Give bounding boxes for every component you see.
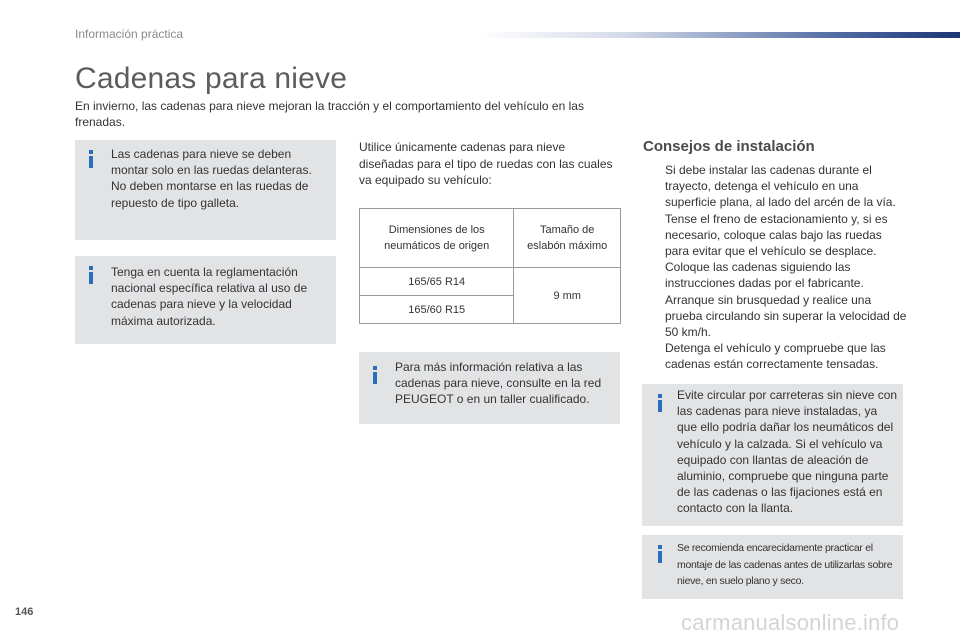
table-header-link-size: Tamaño de eslabón máximo (514, 209, 621, 268)
info-icon (87, 266, 95, 284)
section-header: Información práctica (75, 27, 184, 41)
list-item: Detenga el vehículo y compruebe que las cadenas están correctamente tensadas. (665, 341, 886, 372)
intro-text: En invierno, las cadenas para nieve mejoran la tracción y el comportamiento del vehículo en las frenadas. (75, 99, 584, 129)
note-front-wheels (75, 140, 336, 240)
note-text: Se recomienda encarecidamente practicar el montaje de las cadenas antes de utilizarlas sobre nieve, en suelo plano y seco. (677, 542, 893, 587)
chains-size-table (359, 208, 621, 324)
note-text: Las cadenas para nieve se deben montar solo en las ruedas delanteras. No deben montarse en las ruedas de repuesto de tipo galleta. (111, 147, 312, 210)
info-icon (371, 366, 379, 384)
table-header-tyre-dimensions: Dimensiones de los neumáticos de origen (360, 209, 514, 268)
note-peugeot-network (359, 352, 620, 424)
list-item: Tense el freno de estacionamiento y, si es necesario, coloque calas bajo las ruedas para evitar que el vehículo se desplace. (665, 211, 888, 259)
note-text: Para más información relativa a las cadenas para nieve, consulte en la red PEUGEOT o en un taller cualificado. (395, 360, 602, 407)
note-regulation (75, 256, 336, 344)
tips-list (643, 162, 908, 373)
list-item: Coloque las cadenas siguiendo las instrucciones dadas por el fabricante. (665, 260, 864, 291)
table-header-row (360, 209, 621, 268)
tips-title: Consejos de instalación (643, 138, 815, 155)
table-cell-tyre-size: 165/60 R15 (360, 296, 514, 324)
note-text: Tenga en cuenta la reglamentación nacional específica relativa al uso de cadenas para nieve y la velocidad máxima autorizada. (111, 265, 308, 328)
page-title: Cadenas para nieve (75, 62, 348, 95)
watermark: carmanualsonline.info (681, 610, 900, 635)
table-cell-link-size: 9 mm (514, 268, 621, 324)
list-item: Si debe instalar las cadenas durante el trayecto, detenga el vehículo en una superficie plana, al lado del arcén de la vía. (665, 163, 896, 210)
page-number: 146 (15, 606, 34, 618)
header-rule (478, 32, 960, 38)
list-item: Arranque sin brusquedad y realice una prueba circulando sin superar la velocidad de 50 km/h. (665, 292, 907, 340)
table-row (360, 268, 621, 296)
note-text: Evite circular por carreteras sin nieve con las cadenas para nieve instaladas, ya que ello podría dañar los neumáticos del vehículo y la calzada. Si el vehículo va equipado con llantas de aleación de aluminio, compruebe que ninguna parte de las cadenas o las fijaciones está en contacto con la llanta. (677, 388, 898, 516)
note-warning-no-snow (642, 384, 903, 526)
info-icon (87, 150, 95, 168)
chains-usage-text: Utilice únicamente cadenas para nieve diseñadas para el tipo de ruedas con las cuales va equipado su vehículo: (359, 140, 613, 187)
table-cell-tyre-size: 165/65 R14 (360, 268, 514, 296)
note-practice-fitting (642, 535, 903, 599)
info-icon (656, 545, 664, 563)
info-icon (656, 394, 664, 412)
